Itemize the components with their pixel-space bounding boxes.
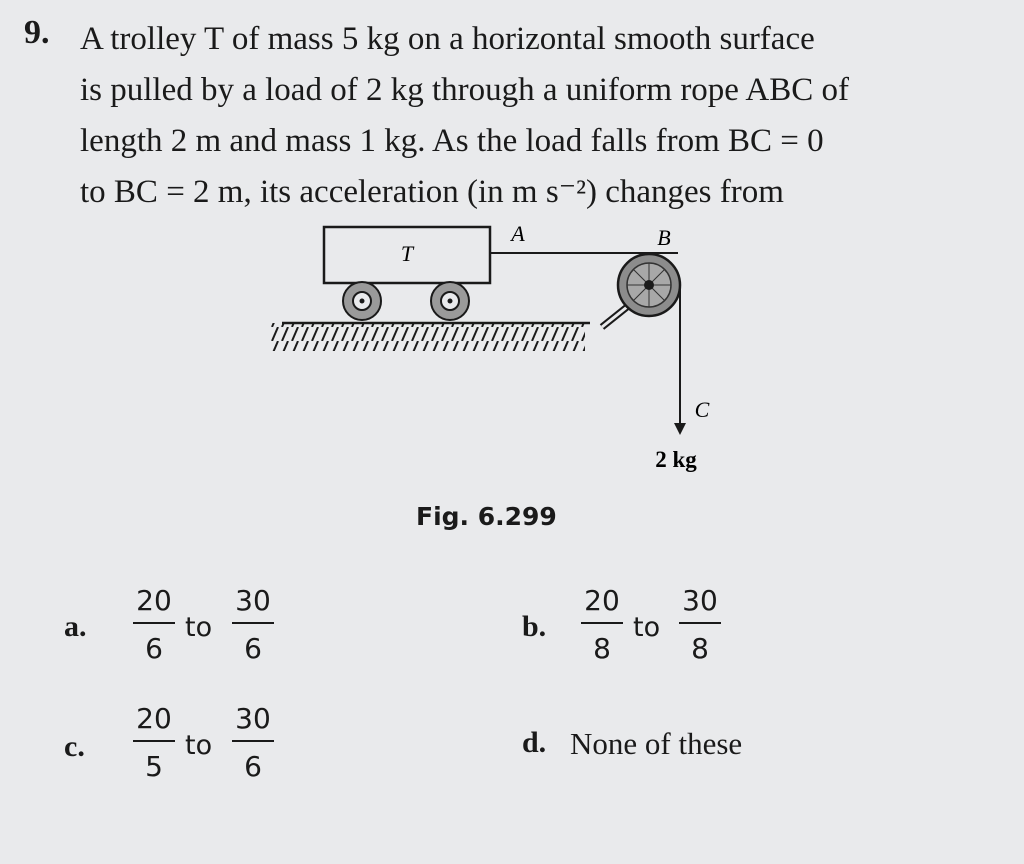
option-c-to-numerator: 30 <box>232 702 274 742</box>
down-arrow <box>674 423 686 435</box>
option-c-from-fraction <box>133 702 175 784</box>
option-a-from-numerator: 20 <box>133 584 175 624</box>
question-line-4: to BC = 2 m, its acceleration (in m s⁻²) changes from <box>80 174 784 210</box>
figure-caption: Fig. 6.299 <box>416 502 557 531</box>
option-b-to-denominator: 8 <box>691 632 709 665</box>
question-number: 9. <box>24 14 50 51</box>
question-line-3: length 2 m and mass 1 kg. As the load falls from BC = 0 <box>80 123 824 159</box>
option-b-to-numerator: 30 <box>679 584 721 624</box>
option-b-from-fraction <box>581 584 623 666</box>
option-a-to-word: to <box>185 612 213 643</box>
option-a-to-denominator: 6 <box>244 632 262 665</box>
option-a-from-fraction <box>133 584 175 666</box>
option-c-label: c. <box>64 730 85 763</box>
option-a-from-denominator: 6 <box>145 632 163 665</box>
option-c-from-numerator: 20 <box>133 702 175 742</box>
option-c-from-denominator: 5 <box>145 750 163 783</box>
option-d-label: d. <box>522 726 547 759</box>
trolley-wheel-right <box>431 282 469 320</box>
question-line-1: A trolley T of mass 5 kg on a horizontal smooth surface <box>80 21 815 57</box>
point-b-label: B <box>657 225 671 250</box>
option-c-to-fraction <box>232 702 274 784</box>
point-c-label: C <box>694 397 710 422</box>
option-b-from-numerator: 20 <box>581 584 623 624</box>
option-a-to-fraction <box>232 584 274 666</box>
trolley-label: T <box>400 241 414 266</box>
ground-surface <box>270 323 590 351</box>
option-c-to-word: to <box>185 730 213 761</box>
option-b-label: b. <box>522 610 547 643</box>
load-label: 2 kg <box>655 447 697 472</box>
trolley-pulley-figure <box>260 215 740 485</box>
option-c-to-denominator: 6 <box>244 750 262 783</box>
option-d-text: None of these <box>570 726 743 761</box>
question-text <box>80 14 1010 218</box>
option-a-to-numerator: 30 <box>232 584 274 624</box>
option-b-to-fraction <box>679 584 721 666</box>
trolley-wheel-left <box>343 282 381 320</box>
option-b-from-denominator: 8 <box>593 632 611 665</box>
option-a-label: a. <box>64 610 87 643</box>
point-a-label: A <box>511 221 525 246</box>
option-b-to-word: to <box>633 612 661 643</box>
pulley <box>618 254 680 316</box>
question-line-2: is pulled by a load of 2 kg through a uniform rope ABC of <box>80 72 849 108</box>
